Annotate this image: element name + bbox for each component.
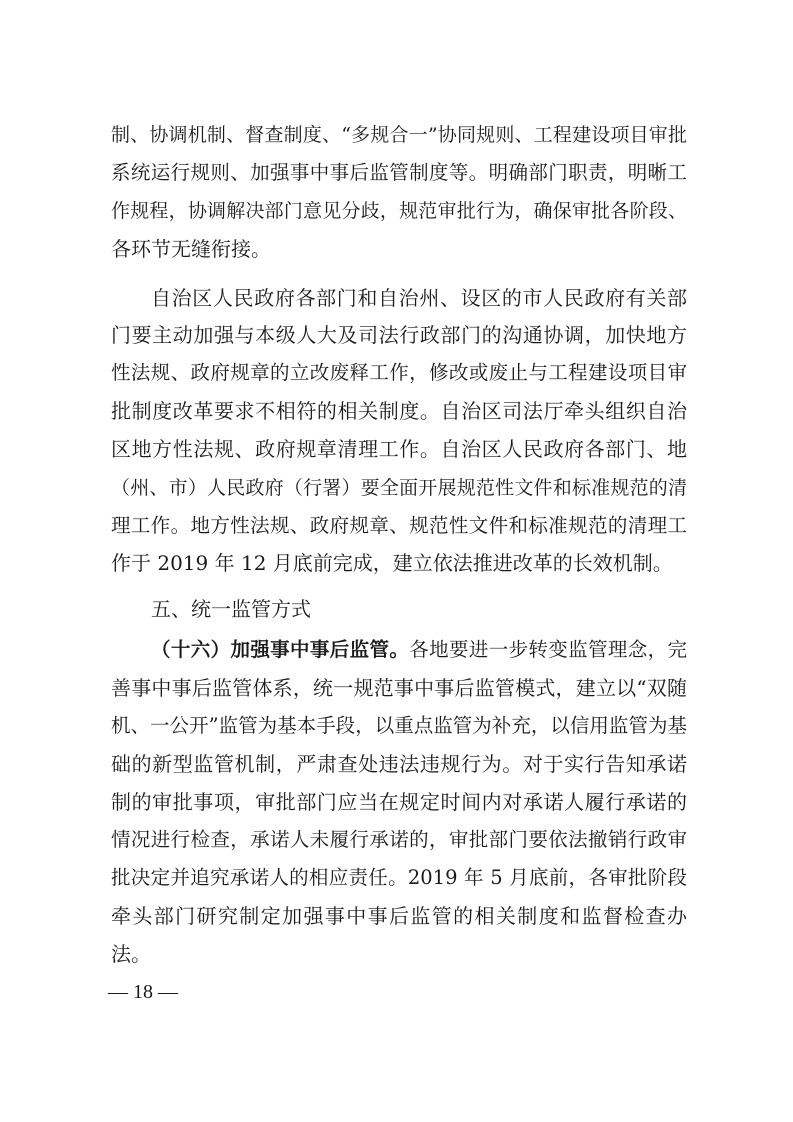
text-line: 门要主动加强与本级人大及司法行政部门的沟通协调，加快地方 <box>111 323 687 347</box>
text-line: 自治区人民政府各部门和自治州、设区的市人民政府有关部 <box>151 286 687 310</box>
text-line: 制、协调机制、督查制度、“多规合一”协同规则、工程建设项目审批 <box>111 124 687 146</box>
text-line: （州、市）人民政府（行署）要全面开展规范性文件和标准规范的清 <box>111 477 687 499</box>
text-fragment: 各地要进一步转变监管理念，完 <box>409 638 687 661</box>
text-line: 理工作。地方性法规、政府规章、规范性文件和标准规范的清理工 <box>111 514 687 537</box>
text-line: 作于 2019 年 12 月底前完成，建立依法推进改革的长效机制。 <box>111 551 673 575</box>
text-line-lead <box>151 635 687 665</box>
text-line: 牵头部门研究制定加强事中事后监管的相关制度和监督检查办 <box>111 904 687 928</box>
text-line: 情况进行检查，承诺人未履行承诺的，审批部门要依法撤销行政审 <box>111 828 687 851</box>
text-line: 善事中事后监管体系，统一规范事中事后监管模式，建立以“双随 <box>111 676 687 700</box>
text-line: 制的审批事项，审批部门应当在规定时间内对承诺人履行承诺的 <box>111 790 687 814</box>
text-line: 系统运行规则、加强事中事后监管制度等。明确部门职责，明晰工 <box>111 161 687 184</box>
text-line: 性法规、政府规章的立改废释工作，修改或废止与工程建设项目审 <box>111 361 687 384</box>
text-line: 法。 <box>111 942 151 966</box>
page-number: — 18 — <box>108 981 178 1003</box>
section-heading: 五、统一监管方式 <box>151 597 311 621</box>
text-line: 批制度改革要求不相符的相关制度。自治区司法厅牵头组织自治 <box>111 399 687 423</box>
subsection-title: （十六）加强事中事后监管。 <box>151 638 410 661</box>
text-line: 批决定并追究承诺人的相应责任。2019 年 5 月底前，各审批阶段 <box>111 866 687 889</box>
text-line: 各环节无缝衔接。 <box>111 237 271 261</box>
text-line: 作规程，协调解决部门意见分歧，规范审批行为，确保审批各阶段、 <box>111 200 687 222</box>
text-line: 础的新型监管机制，严肃查处违法违规行为。对于实行告知承诺 <box>111 752 687 776</box>
text-line: 区地方性法规、政府规章清理工作。自治区人民政府各部门、地 <box>111 437 687 461</box>
text-line: 机、一公开”监管为基本手段，以重点监管为补充，以信用监管为基 <box>111 714 687 737</box>
